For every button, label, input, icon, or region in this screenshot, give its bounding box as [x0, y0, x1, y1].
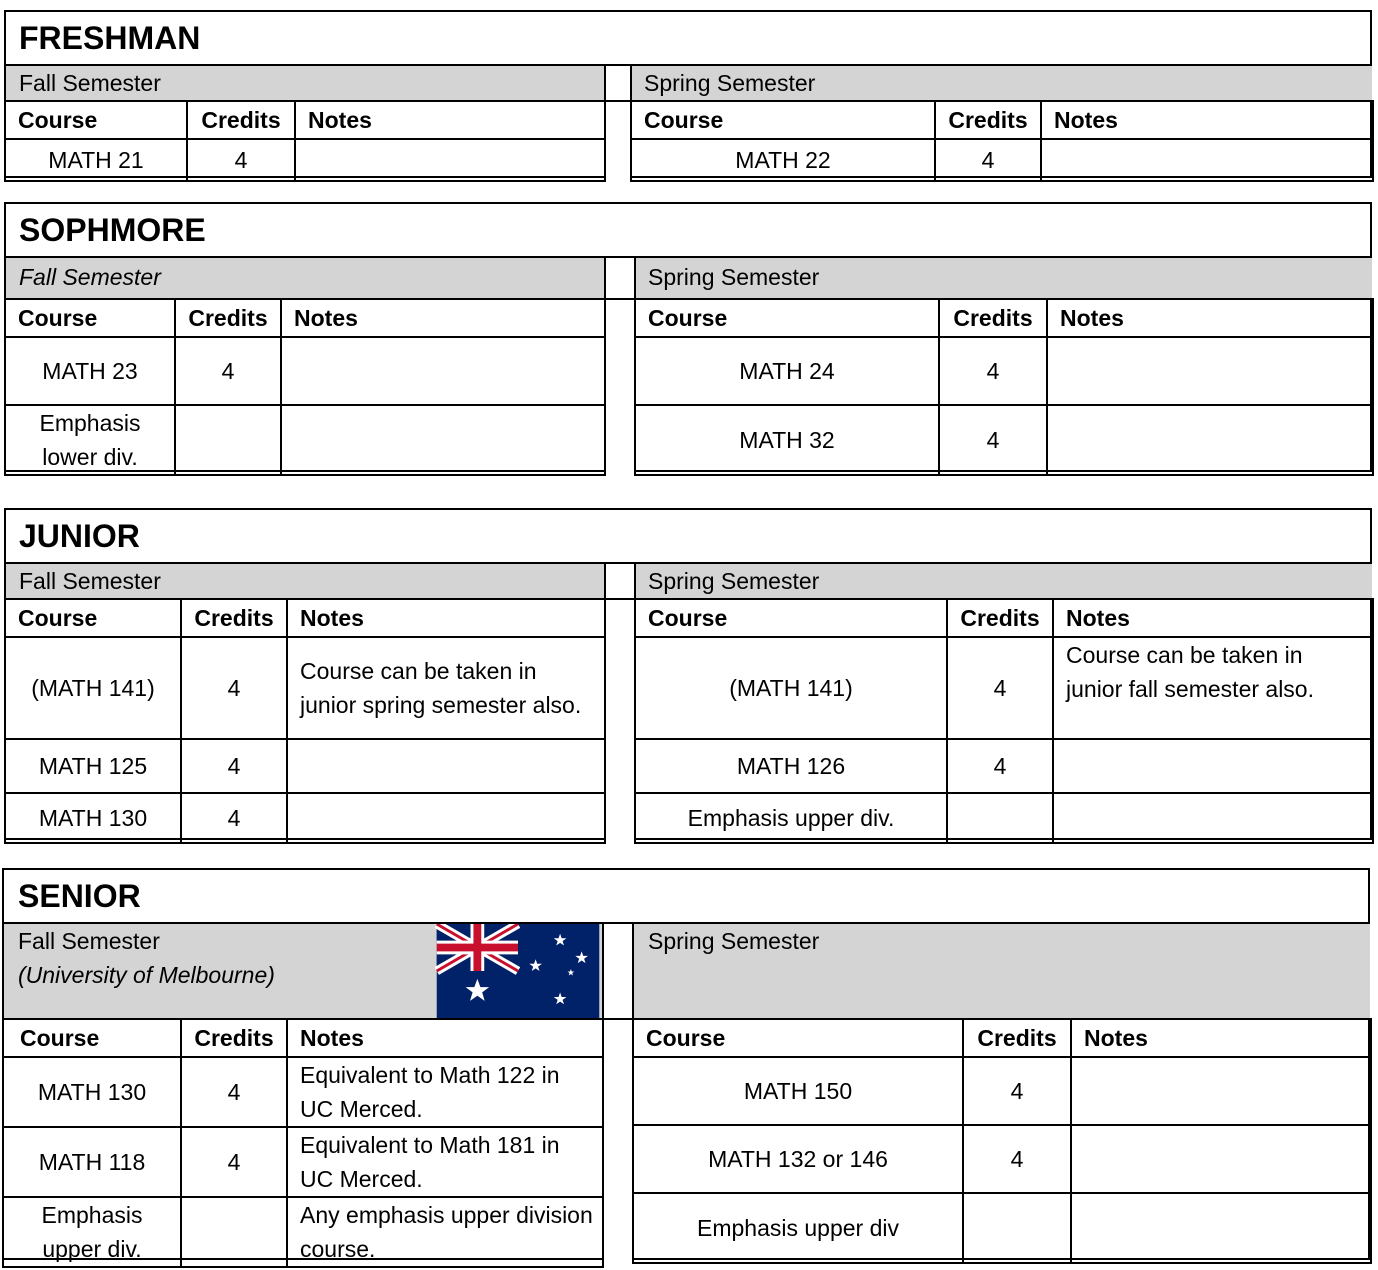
notes-header: Notes [1047, 299, 1373, 337]
notes-cell: Any emphasis upper division course. [287, 1197, 603, 1267]
table-row [631, 139, 1373, 181]
credits-header: Credits [947, 599, 1053, 637]
credits-cell: 4 [935, 139, 1041, 181]
table-row [635, 405, 1373, 475]
notes-header: Notes [281, 299, 605, 337]
course-cell: MATH 126 [635, 739, 947, 793]
divider-gap [606, 564, 634, 600]
course-header: Course [635, 599, 947, 637]
spring-semester-header: Spring Semester [636, 258, 1372, 300]
course-cell: MATH 130 [3, 1057, 181, 1127]
table-row [5, 139, 605, 181]
year-block-sophmore [4, 202, 1372, 472]
notes-cell: Course can be taken in junior fall semester also. [1053, 637, 1373, 739]
credits-header: Credits [181, 599, 287, 637]
credits-header: Credits [935, 101, 1041, 139]
year-title: JUNIOR [6, 510, 1370, 564]
notes-cell [1053, 739, 1373, 793]
table-row [633, 1193, 1371, 1263]
australia-flag-icon [435, 924, 601, 1018]
year-block-freshman [4, 10, 1372, 178]
course-cell: MATH 23 [5, 337, 175, 405]
credits-cell: 4 [175, 337, 281, 405]
table-row [5, 637, 605, 739]
table-row [635, 637, 1373, 739]
credits-header: Credits [187, 101, 295, 139]
year-title: SOPHMORE [6, 204, 1370, 258]
credits-cell [175, 405, 281, 475]
notes-cell [1047, 405, 1373, 475]
notes-cell [1047, 337, 1373, 405]
fall-course-table [2, 1018, 604, 1268]
fall-semester-header: Fall Semester [6, 66, 604, 102]
notes-header: Notes [1071, 1019, 1371, 1057]
university-label: (University of Melbourne) [18, 962, 275, 988]
notes-cell [287, 739, 605, 793]
year-title: FRESHMAN [6, 12, 1370, 66]
credits-cell: 4 [187, 139, 295, 181]
fall-semester-header: Fall Semester [6, 564, 604, 600]
credits-header: Credits [939, 299, 1047, 337]
course-header: Course [3, 1019, 181, 1057]
course-header: Course [635, 299, 939, 337]
credits-cell: 4 [939, 337, 1047, 405]
notes-header: Notes [295, 101, 605, 139]
course-cell: Emphasis upper div [633, 1193, 963, 1263]
notes-cell [281, 405, 605, 475]
divider-gap [606, 258, 634, 300]
divider-gap [606, 66, 630, 102]
credits-cell: 4 [939, 405, 1047, 475]
credits-cell: 4 [947, 637, 1053, 739]
spring-course-table [634, 598, 1374, 844]
credits-cell: 4 [181, 637, 287, 739]
course-cell: MATH 125 [5, 739, 181, 793]
notes-cell: Course can be taken in junior spring semester also. [287, 637, 605, 739]
course-cell: Emphasis upper div. [635, 793, 947, 843]
credits-cell: 4 [963, 1125, 1071, 1193]
credits-cell: 4 [181, 793, 287, 843]
table-row [5, 337, 605, 405]
union-jack [437, 924, 518, 971]
divider-gap [604, 924, 632, 1020]
notes-cell [295, 139, 605, 181]
notes-header: Notes [1041, 101, 1373, 139]
credits-cell: 4 [947, 739, 1053, 793]
course-cell: MATH 150 [633, 1057, 963, 1125]
course-header: Course [633, 1019, 963, 1057]
course-cell: MATH 24 [635, 337, 939, 405]
course-cell: MATH 118 [3, 1127, 181, 1197]
course-cell: (MATH 141) [5, 637, 181, 739]
table-row [635, 793, 1373, 843]
spring-semester-header: Spring Semester [634, 924, 1370, 1020]
fall-course-table [4, 100, 606, 182]
course-cell: (MATH 141) [635, 637, 947, 739]
credits-cell [963, 1193, 1071, 1263]
spring-course-table [634, 298, 1374, 476]
course-cell: MATH 130 [5, 793, 181, 843]
table-row [5, 405, 605, 475]
notes-cell [1071, 1125, 1371, 1193]
course-cell: Emphasis lower div. [5, 405, 175, 475]
course-cell: MATH 32 [635, 405, 939, 475]
credits-header: Credits [181, 1019, 287, 1057]
spring-semester-header: Spring Semester [632, 66, 1372, 102]
course-header: Course [5, 101, 187, 139]
spring-course-table [632, 1018, 1372, 1264]
notes-cell: Equivalent to Math 122 in UC Merced. [287, 1057, 603, 1127]
spring-course-table [630, 100, 1374, 182]
credits-cell: 4 [181, 1057, 287, 1127]
spring-semester-header: Spring Semester [636, 564, 1372, 600]
notes-cell [287, 793, 605, 843]
course-header: Course [5, 599, 181, 637]
credits-header: Credits [963, 1019, 1071, 1057]
credits-cell: 4 [181, 739, 287, 793]
course-cell: MATH 21 [5, 139, 187, 181]
table-row [3, 1057, 603, 1127]
credits-header: Credits [175, 299, 281, 337]
notes-cell [281, 337, 605, 405]
table-row [5, 739, 605, 793]
notes-cell: Equivalent to Math 181 in UC Merced. [287, 1127, 603, 1197]
credits-cell: 4 [963, 1057, 1071, 1125]
credits-cell: 4 [181, 1127, 287, 1197]
year-block-junior [4, 508, 1372, 840]
course-cell: Emphasis upper div. [3, 1197, 181, 1267]
table-row [3, 1127, 603, 1197]
table-row [633, 1125, 1371, 1193]
notes-cell [1053, 793, 1373, 843]
notes-cell [1071, 1057, 1371, 1125]
year-title: SENIOR [4, 870, 1368, 924]
column-divider [604, 564, 636, 840]
table-row [635, 739, 1373, 793]
credits-cell [181, 1197, 287, 1267]
course-cell: MATH 132 or 146 [633, 1125, 963, 1193]
notes-header: Notes [287, 599, 605, 637]
year-block-senior [2, 868, 1370, 1260]
credits-cell [947, 793, 1053, 843]
notes-cell [1041, 139, 1373, 181]
table-row [633, 1057, 1371, 1125]
table-row [3, 1197, 603, 1267]
notes-header: Notes [1053, 599, 1373, 637]
course-header: Course [5, 299, 175, 337]
table-row [5, 793, 605, 843]
fall-course-table [4, 298, 606, 476]
table-row [635, 337, 1373, 405]
notes-header: Notes [287, 1019, 603, 1057]
fall-course-table [4, 598, 606, 844]
course-cell: MATH 22 [631, 139, 935, 181]
fall-semester-label: Fall Semester [18, 928, 160, 954]
course-header: Course [631, 101, 935, 139]
notes-cell [1071, 1193, 1371, 1263]
fall-semester-header: Fall Semester [6, 258, 604, 300]
